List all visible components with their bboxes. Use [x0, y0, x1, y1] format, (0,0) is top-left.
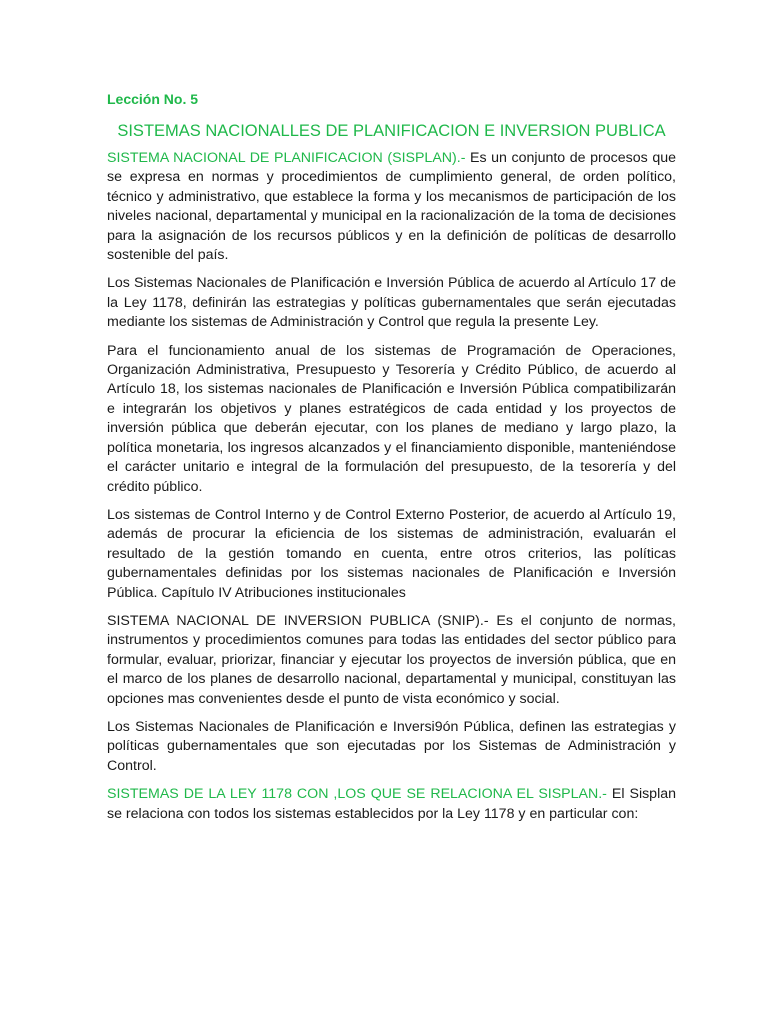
paragraph-sistemas-nacionales: Los Sistemas Nacionales de Planificación e Inversi9ón Pública, definen las estrategias y políticas gubernamentales que son ejecutadas por los Sistemas de Administración y Control. [107, 718, 676, 774]
sisplan-body: Es un conjunto de procesos que se expresa en normas y procedimientos de cumplimiento general, de orden político, técnico y administrativo, que establece la forma y los mecanismos de participación de los niveles nacional, departamental y municipal en la racionalización de la toma de decisiones para la asignación de los recursos públicos y en la definición de políticas de desarrollo sostenible del país. [107, 150, 676, 264]
paragraph-sisplan [107, 149, 676, 265]
paragraph-articulo-17: Los Sistemas Nacionales de Planificación e Inversión Pública de acuerdo al Artículo 17 de la Ley 1178, definirán las estrategias y políticas gubernamentales que serán ejecutadas mediante los sistemas de Administración y Control que regula la presente Ley. [107, 275, 676, 331]
lesson-label: Lección No. 5 [107, 91, 199, 107]
paragraph-ley-1178 [107, 785, 676, 824]
ley-1178-heading: SISTEMAS DE LA LEY 1178 CON ,LOS QUE SE RELACIONA EL SISPLAN.- [107, 786, 607, 803]
paragraph-articulo-19: Los sistemas de Control Interno y de Control Externo Posterior, de acuerdo al Artículo 19, además de procurar la eficiencia de los sistemas de administración, evaluarán el resultado de la gestión tomando en cuenta, entre otros criterios, las políticas gubernamentales definidas por los sistemas nacionales de Planificación e Inversión Pública. Capítulo IV Atribuciones institucionales [107, 506, 676, 601]
document-title: SISTEMAS NACIONALLES DE PLANIFICACION E INVERSION PUBLICA [117, 122, 666, 140]
ley-1178-body: El Sisplan se relaciona con todos los sistemas establecidos por la Ley 1178 y en particular con: [107, 786, 677, 822]
sisplan-heading: SISTEMA NACIONAL DE PLANIFICACION (SISPLAN).- [107, 150, 466, 166]
paragraph-snip: SISTEMA NACIONAL DE INVERSION PUBLICA (SNIP).- Es el conjunto de normas, instrumentos y procedimientos comunes para todas las entidades del sector público para formular, evaluar, priorizar, financiar y ejecutar los proyectos de inversión pública, que en el marco de los planes de desarrollo nacional, departamental y municipal, constituyan las opciones mas convenientes desde el punto de vista económico y social. [107, 612, 676, 707]
paragraph-articulo-18: Para el funcionamiento anual de los sistemas de Programación de Operaciones, Organización Administrativa, Presupuesto y Tesorería y Crédito Público, de acuerdo al Artículo 18, los sistemas nacionales de Planificación e Inversión Pública compatibilizarán e integrarán los objetivos y planes estratégicos de cada entidad y los proyectos de inversión pública que deberán ejecutar, con los planes de mediano y largo plazo, la política monetaria, los ingresos alcanzados y el financiamiento disponible, manteniéndose el carácter unitario e integral de la formulación del presupuesto, de la tesorería y del crédito público. [107, 342, 676, 495]
